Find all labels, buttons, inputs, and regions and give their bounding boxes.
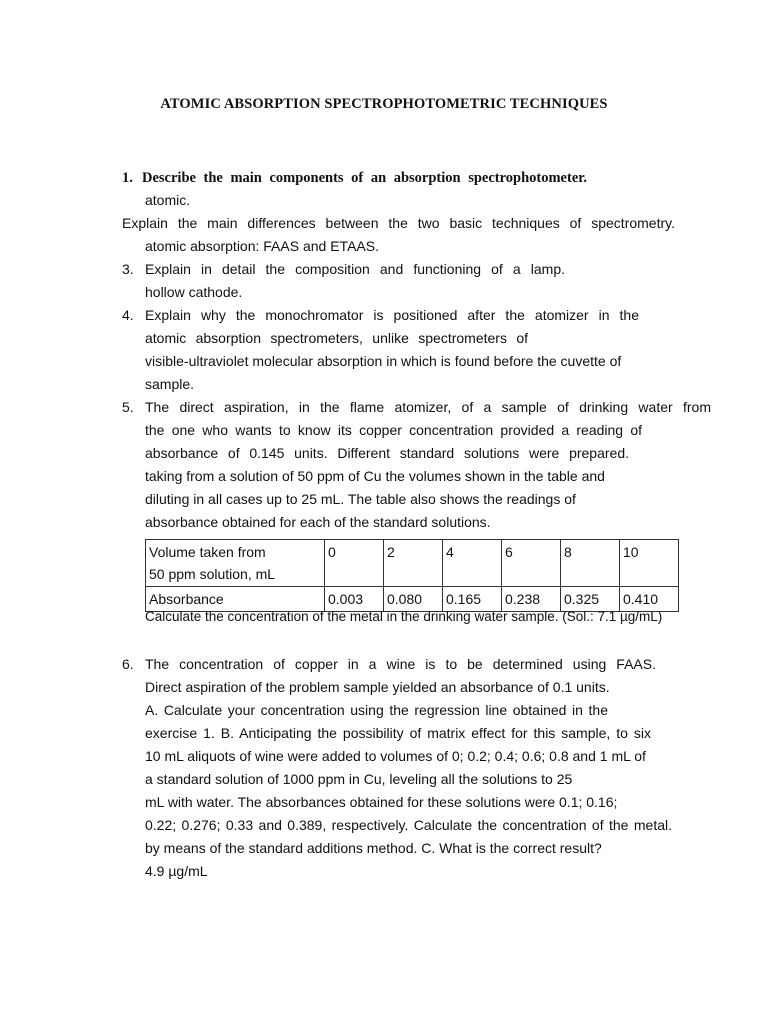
table-cell: 10: [620, 540, 679, 587]
table-cell: 8: [561, 540, 620, 587]
question-4-line-4: sample.: [145, 376, 195, 392]
question-5-line-2: the one who wants to know its copper concentration provided a reading of: [145, 422, 642, 438]
question-6-line-5: 10 mL aliquots of wine were added to volumes of 0; 0.2; 0.4; 0.6; 0.8 and 1 mL of: [145, 748, 646, 764]
question-5-answer: Calculate the concentration of the metal in the drinking water sample. (Sol.: 7.1 µg/mL): [145, 609, 663, 624]
table-cell: 4: [443, 540, 502, 587]
table-row: [146, 540, 679, 587]
question-6-line-2: Direct aspiration of the problem sample yielded an absorbance of 0.1 units.: [145, 679, 610, 695]
question-3-line-1: Explain in detail the composition and functioning of a lamp.: [145, 261, 565, 277]
question-1-line-2: atomic.: [145, 192, 191, 208]
question-2-line-1: Explain the main differences between the two basic techniques of spectrometry.: [122, 215, 675, 231]
question-2-line-2: atomic absorption: FAAS and ETAAS.: [145, 238, 379, 254]
question-6-number: 6.: [122, 656, 134, 672]
question-5-line-1: The direct aspiration, in the flame atomizer, of a sample of drinking water from: [145, 399, 711, 415]
question-6-line-4: exercise 1. B. Anticipating the possibility of matrix effect for this sample, to six: [145, 725, 651, 741]
volume-label-line-2: 50 ppm solution, mL: [149, 566, 276, 582]
table-cell: 6: [502, 540, 561, 587]
question-5-line-6: absorbance obtained for each of the standard solutions.: [145, 514, 491, 530]
question-4-line-3: visible-ultraviolet molecular absorption in which is found before the cuvette of: [145, 353, 622, 369]
document-title: ATOMIC ABSORPTION SPECTROPHOTOMETRIC TECHNIQUES: [160, 96, 608, 112]
table-header-cell: Absorbance: [146, 587, 325, 612]
question-5-line-3: absorbance of 0.145 units. Different standard solutions were prepared.: [145, 445, 629, 461]
question-4-line-1: Explain why the monochromator is positioned after the atomizer in the: [145, 307, 639, 323]
standards-table: [145, 539, 679, 612]
table-cell: 2: [384, 540, 443, 587]
table-cell: 0.080: [384, 587, 443, 612]
question-3-line-2: hollow cathode.: [145, 284, 243, 300]
question-6-line-3: A. Calculate your concentration using the regression line obtained in the: [145, 702, 608, 718]
question-3-number: 3.: [122, 261, 134, 277]
question-6-line-8: 0.22; 0.276; 0.33 and 0.389, respectively. Calculate the concentration of the metal.: [145, 817, 672, 833]
table-cell: 0: [325, 540, 384, 587]
question-6-line-6: a standard solution of 1000 ppm in Cu, leveling all the solutions to 25: [145, 771, 573, 787]
table-header-cell: [146, 540, 325, 587]
table-cell: 0.003: [325, 587, 384, 612]
table-cell: 0.165: [443, 587, 502, 612]
question-5-number: 5.: [122, 399, 134, 415]
question-4-line-2: atomic absorption spectrometers, unlike spectrometers of: [145, 330, 528, 346]
volume-label-line-1: Volume taken from: [149, 544, 266, 560]
question-6-line-7: mL with water. The absorbances obtained for these solutions were 0.1; 0.16;: [145, 794, 618, 810]
question-1-number: 1.: [122, 170, 133, 186]
question-6-line-9: by means of the standard additions method. C. What is the correct result?: [145, 840, 602, 856]
table-cell: 0.410: [620, 587, 679, 612]
question-5-line-4: taking from a solution of 50 ppm of Cu the volumes shown in the table and: [145, 468, 605, 484]
table-cell: 0.325: [561, 587, 620, 612]
question-1-line-1: Describe the main components of an absorption spectrophotometer.: [142, 170, 587, 186]
table-cell: 0.238: [502, 587, 561, 612]
question-5-line-5: diluting in all cases up to 25 mL. The table also shows the readings of: [145, 491, 576, 507]
question-6-answer: 4.9 µg/mL: [145, 863, 208, 879]
question-4-number: 4.: [122, 307, 134, 323]
question-6-line-1: The concentration of copper in a wine is to be determined using FAAS.: [145, 656, 656, 672]
